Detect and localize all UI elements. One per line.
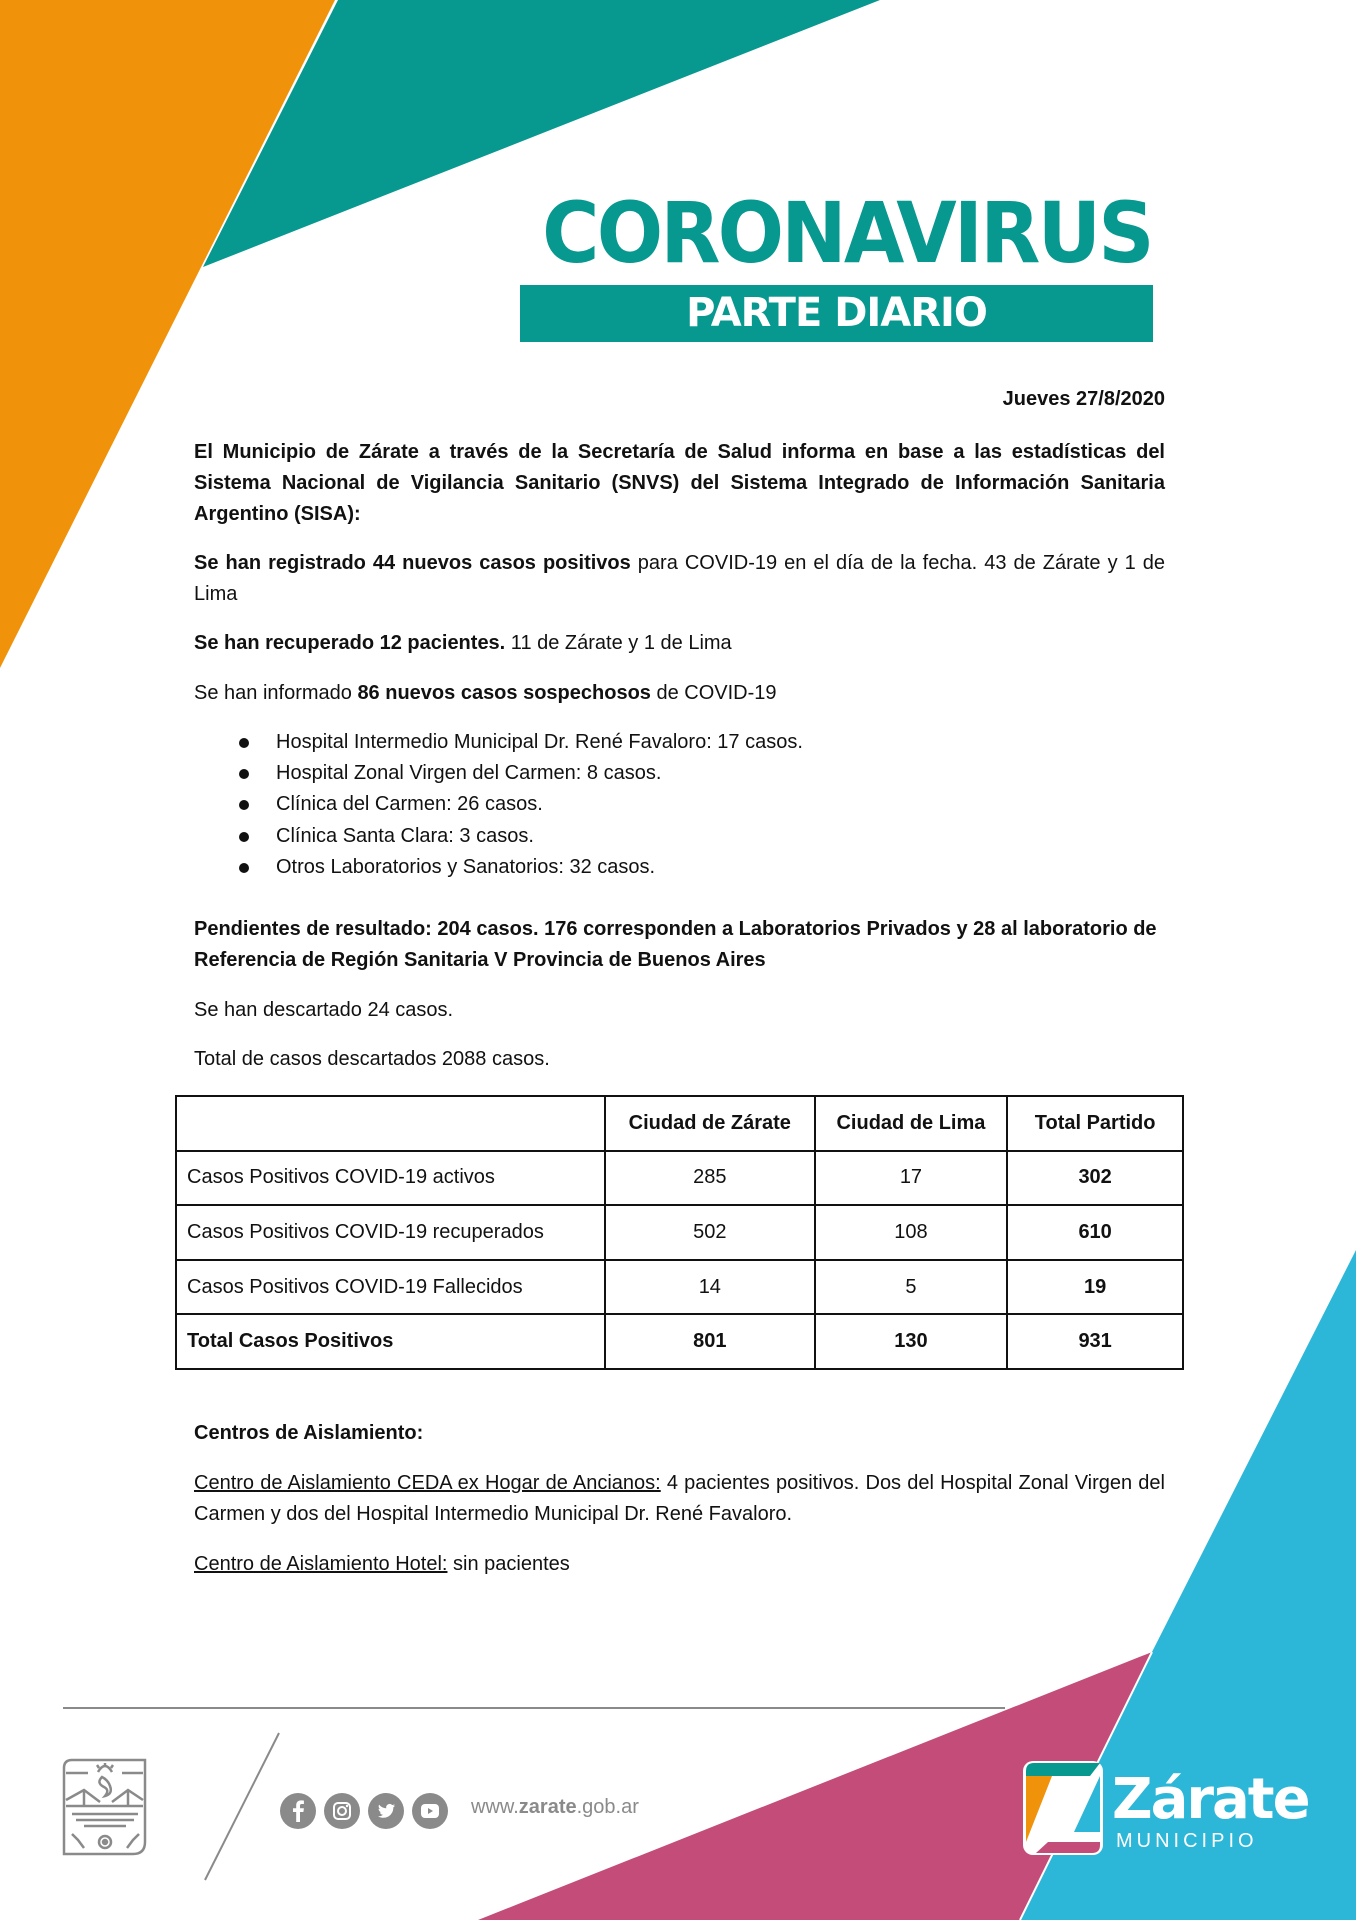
page-subtitle: PARTE DIARIO (520, 285, 1153, 342)
cell-total: 931 (1007, 1314, 1183, 1369)
new-cases-rest: para COVID-19 en el día de la fecha. 43 de Zárate y 1 de Lima (194, 552, 1165, 605)
footer-slash-divider (205, 1733, 279, 1880)
page-title: CORONAVIRUS (542, 184, 1152, 282)
facebook-icon[interactable] (280, 1793, 316, 1829)
cell-zarate: 502 (605, 1205, 815, 1260)
intro-paragraph: El Municipio de Zárate a través de la Secretaría de Salud informa en base a las estadísticas del Sistema Nacional de Vigilancia Sanitario (SNVS) del Sistema Integrado de Información Sanitaria Argentino (SISA): (194, 441, 1165, 525)
cell-total: 610 (1007, 1205, 1183, 1260)
discarded-today: Se han descartado 24 casos. (194, 999, 454, 1021)
cell-lima: 5 (815, 1260, 1008, 1315)
cell-zarate: 801 (605, 1314, 815, 1369)
table-header: Total Partido (1007, 1096, 1183, 1151)
list-item: Otros Laboratorios y Sanatorios: 32 casos. (232, 852, 1132, 883)
brand-name: Zárate (1112, 1767, 1309, 1832)
list-item: Hospital Zonal Virgen del Carmen: 8 casos. (232, 758, 1132, 789)
center-detail: sin pacientes (447, 1553, 570, 1575)
row-label: Casos Positivos COVID-19 activos (176, 1151, 605, 1206)
website-link[interactable] (471, 1796, 639, 1819)
isolation-heading: Centros de Aislamiento: (194, 1422, 424, 1444)
cell-lima: 17 (815, 1151, 1008, 1206)
recovered-rest: 11 de Zárate y 1 de Lima (505, 632, 732, 654)
center-name: Centro de Aislamiento CEDA ex Hogar de Ancianos: (194, 1472, 661, 1494)
suspected-bold: 86 nuevos casos sospechosos (357, 682, 651, 704)
url-prefix: www. (471, 1796, 519, 1818)
report-date: Jueves 27/8/2020 (1002, 388, 1165, 410)
list-item: Clínica del Carmen: 26 casos. (232, 789, 1132, 820)
cell-zarate: 14 (605, 1260, 815, 1315)
url-domain: zarate (518, 1796, 577, 1818)
row-label: Casos Positivos COVID-19 Fallecidos (176, 1260, 605, 1315)
recovered-bold: Se han recuperado 12 pacientes. (194, 632, 506, 654)
new-cases-bold: Se han registrado 44 nuevos casos positivos (194, 552, 631, 574)
pending-paragraph: Pendientes de resultado: 204 casos. 176 corresponden a Laboratorios Privados y 28 al laboratorio de Referencia de Región Sanitaria V Provincia de Buenos Aires (194, 918, 1157, 971)
instagram-icon[interactable] (324, 1793, 360, 1829)
coat-of-arms-icon (64, 1760, 145, 1854)
row-label: Total Casos Positivos (176, 1314, 605, 1369)
cell-zarate: 285 (605, 1151, 815, 1206)
brand-subtitle: MUNICIPIO (1116, 1830, 1258, 1852)
url-suffix: .gob.ar (576, 1796, 639, 1818)
youtube-icon[interactable] (412, 1793, 448, 1829)
cell-total: 302 (1007, 1151, 1183, 1206)
table-header: Ciudad de Lima (815, 1096, 1008, 1151)
cell-lima: 108 (815, 1205, 1008, 1260)
row-label: Casos Positivos COVID-19 recuperados (176, 1205, 605, 1260)
list-item: Hospital Intermedio Municipal Dr. René Favaloro: 17 casos. (232, 727, 1132, 758)
list-item: Clínica Santa Clara: 3 casos. (232, 821, 1132, 852)
cell-lima: 130 (815, 1314, 1008, 1369)
center-name: Centro de Aislamiento Hotel: (194, 1553, 448, 1575)
discarded-total: Total de casos descartados 2088 casos. (194, 1048, 550, 1070)
suspected-post: de COVID-19 (650, 682, 777, 704)
twitter-icon[interactable] (368, 1793, 404, 1829)
cell-total: 19 (1007, 1260, 1183, 1315)
table-header: Ciudad de Zárate (605, 1096, 815, 1151)
suspected-pre: Se han informado (194, 682, 358, 704)
zarate-logo-icon (1022, 1760, 1104, 1856)
center-detail: 4 pacientes positivos. Dos del Hospital Zonal Virgen del Carmen y dos del Hospital Intermedio Municipal Dr. René Favaloro. (194, 1472, 1165, 1525)
